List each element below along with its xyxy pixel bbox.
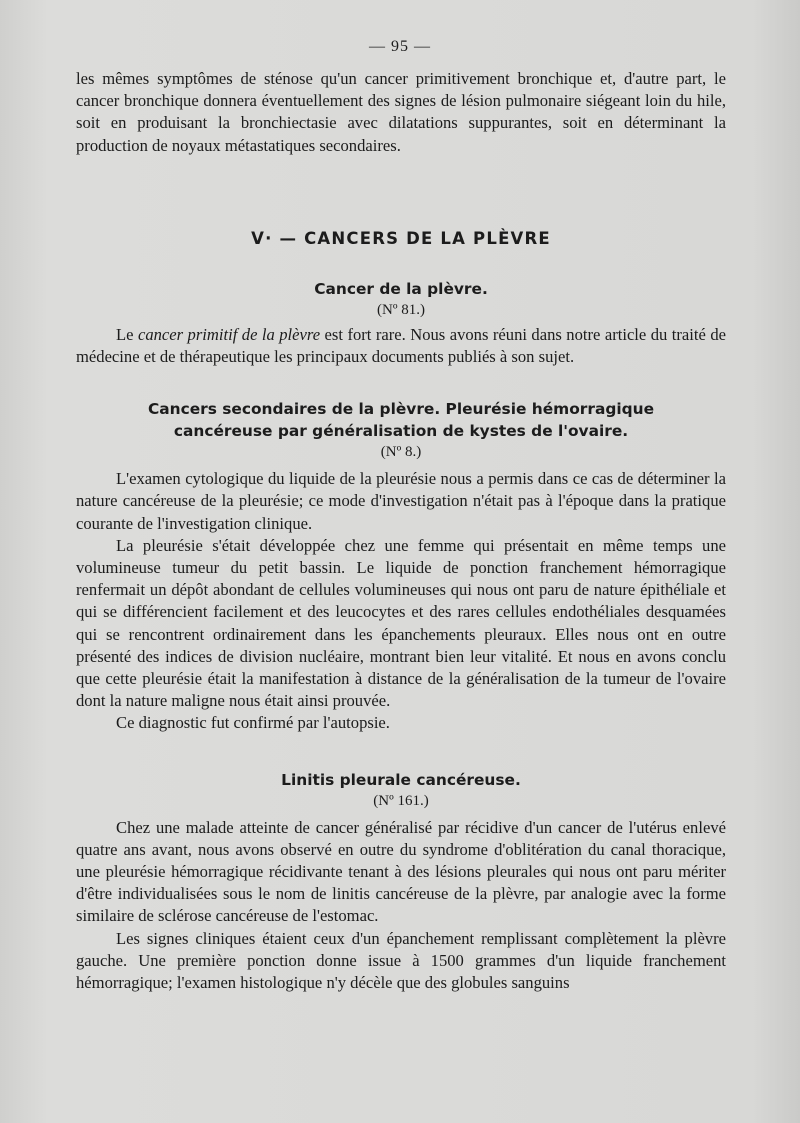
paragraph: Les signes cliniques étaient ceux d'un épanchement remplissant complètement la plèvre gauche. Une première ponction donne issue à 1500 grammes d'un liquide franchement hémorragique; l'examen histologique n'y décèle que des globules sanguins	[76, 928, 726, 993]
subsection-title-line-1: Cancers secondaires de la plèvre. Pleurésie hémorragique	[147, 400, 655, 419]
page-number: — 95 —	[369, 38, 431, 55]
subsection-title: Linitis pleurale cancéreuse.	[281, 770, 521, 789]
subsection-title: Cancer de la plèvre.	[314, 279, 488, 298]
paragraph: Chez une malade atteinte de cancer généralisé par récidive d'un cancer de l'utérus enlevé quatre ans avant, nous avons observé en outre du syndrome d'oblitération du canal thoracique, une pleurésie hémorragique récidivante tenant à des lésions pleurales qui nous ont paru mériter d'être individualisées sous le nom de linitis cancéreuse de la plèvre, par analogie avec la forme similaire de sclérose cancéreuse de l'estomac.	[76, 817, 726, 926]
reference-number: (Nº 81.)	[377, 301, 425, 318]
section-cancer-plevre	[76, 278, 726, 368]
paragraph: L'examen cytologique du liquide de la pleurésie nous a permis dans ce cas de déterminer la nature cancéreuse de la pleurésie; ce mode d'investigation n'était pas à l'époque dans la pratique courante de l'investigation clinique.	[76, 469, 726, 533]
section-title: V· — CANCERS DE LA PLÈVRE	[251, 228, 551, 248]
paragraph: Ce diagnostic fut confirmé par l'autopsie.	[116, 713, 390, 733]
intro-paragraph: les mêmes symptômes de sténose qu'un cancer primitivement bronchique et, d'autre part, le cancer bronchique donnera éventuellement des signes de lésion pulmonaire siégeant loin du hile, soit en produisant la bronchiectasie avec dilatations suppurantes, soit en déterminant la production de noyaux métastatiques secondaires.	[76, 69, 726, 155]
paragraph	[76, 324, 726, 368]
paragraph-text: Le	[116, 324, 138, 344]
reference-number: (Nº 161.)	[373, 792, 429, 809]
section-cancers-secondaires	[76, 398, 726, 734]
subsection-title-line-2: cancéreuse par généralisation de kystes de l'ovaire.	[173, 422, 629, 441]
reference-number: (Nº 8.)	[380, 444, 422, 461]
paragraph: La pleurésie s'était développée chez une femme qui présentait en même temps une volumineuse tumeur du petit bassin. Le liquide de ponction franchement hémorragique renfermait un dépôt abondant de cellules volumineuses qui nous ont paru de nature épithéliale et qui se différencient facilement et des leucocytes et des rares cellules endothéliales desquamées qui se rencontrent ordinairement dans les épanchements pleuraux. Elles nous ont en outre présenté des indices de division nucléaire, montrant bien leur vitalité. Et nous en avons conclu que cette pleurésie était la manifestation à distance de la généralisation de la tumeur de l'ovaire dont la nature maligne nous était ainsi prouvée.	[76, 535, 726, 711]
section-linitis-pleurale	[76, 769, 726, 995]
page-content	[76, 68, 726, 994]
paragraph-text: est fort rare. Nous avons réuni dans notre article du traité de médecine et de thérapeutique les principaux documents publiés à son sujet.	[76, 324, 726, 367]
italic-text: cancer primitif de la plèvre	[137, 324, 321, 344]
